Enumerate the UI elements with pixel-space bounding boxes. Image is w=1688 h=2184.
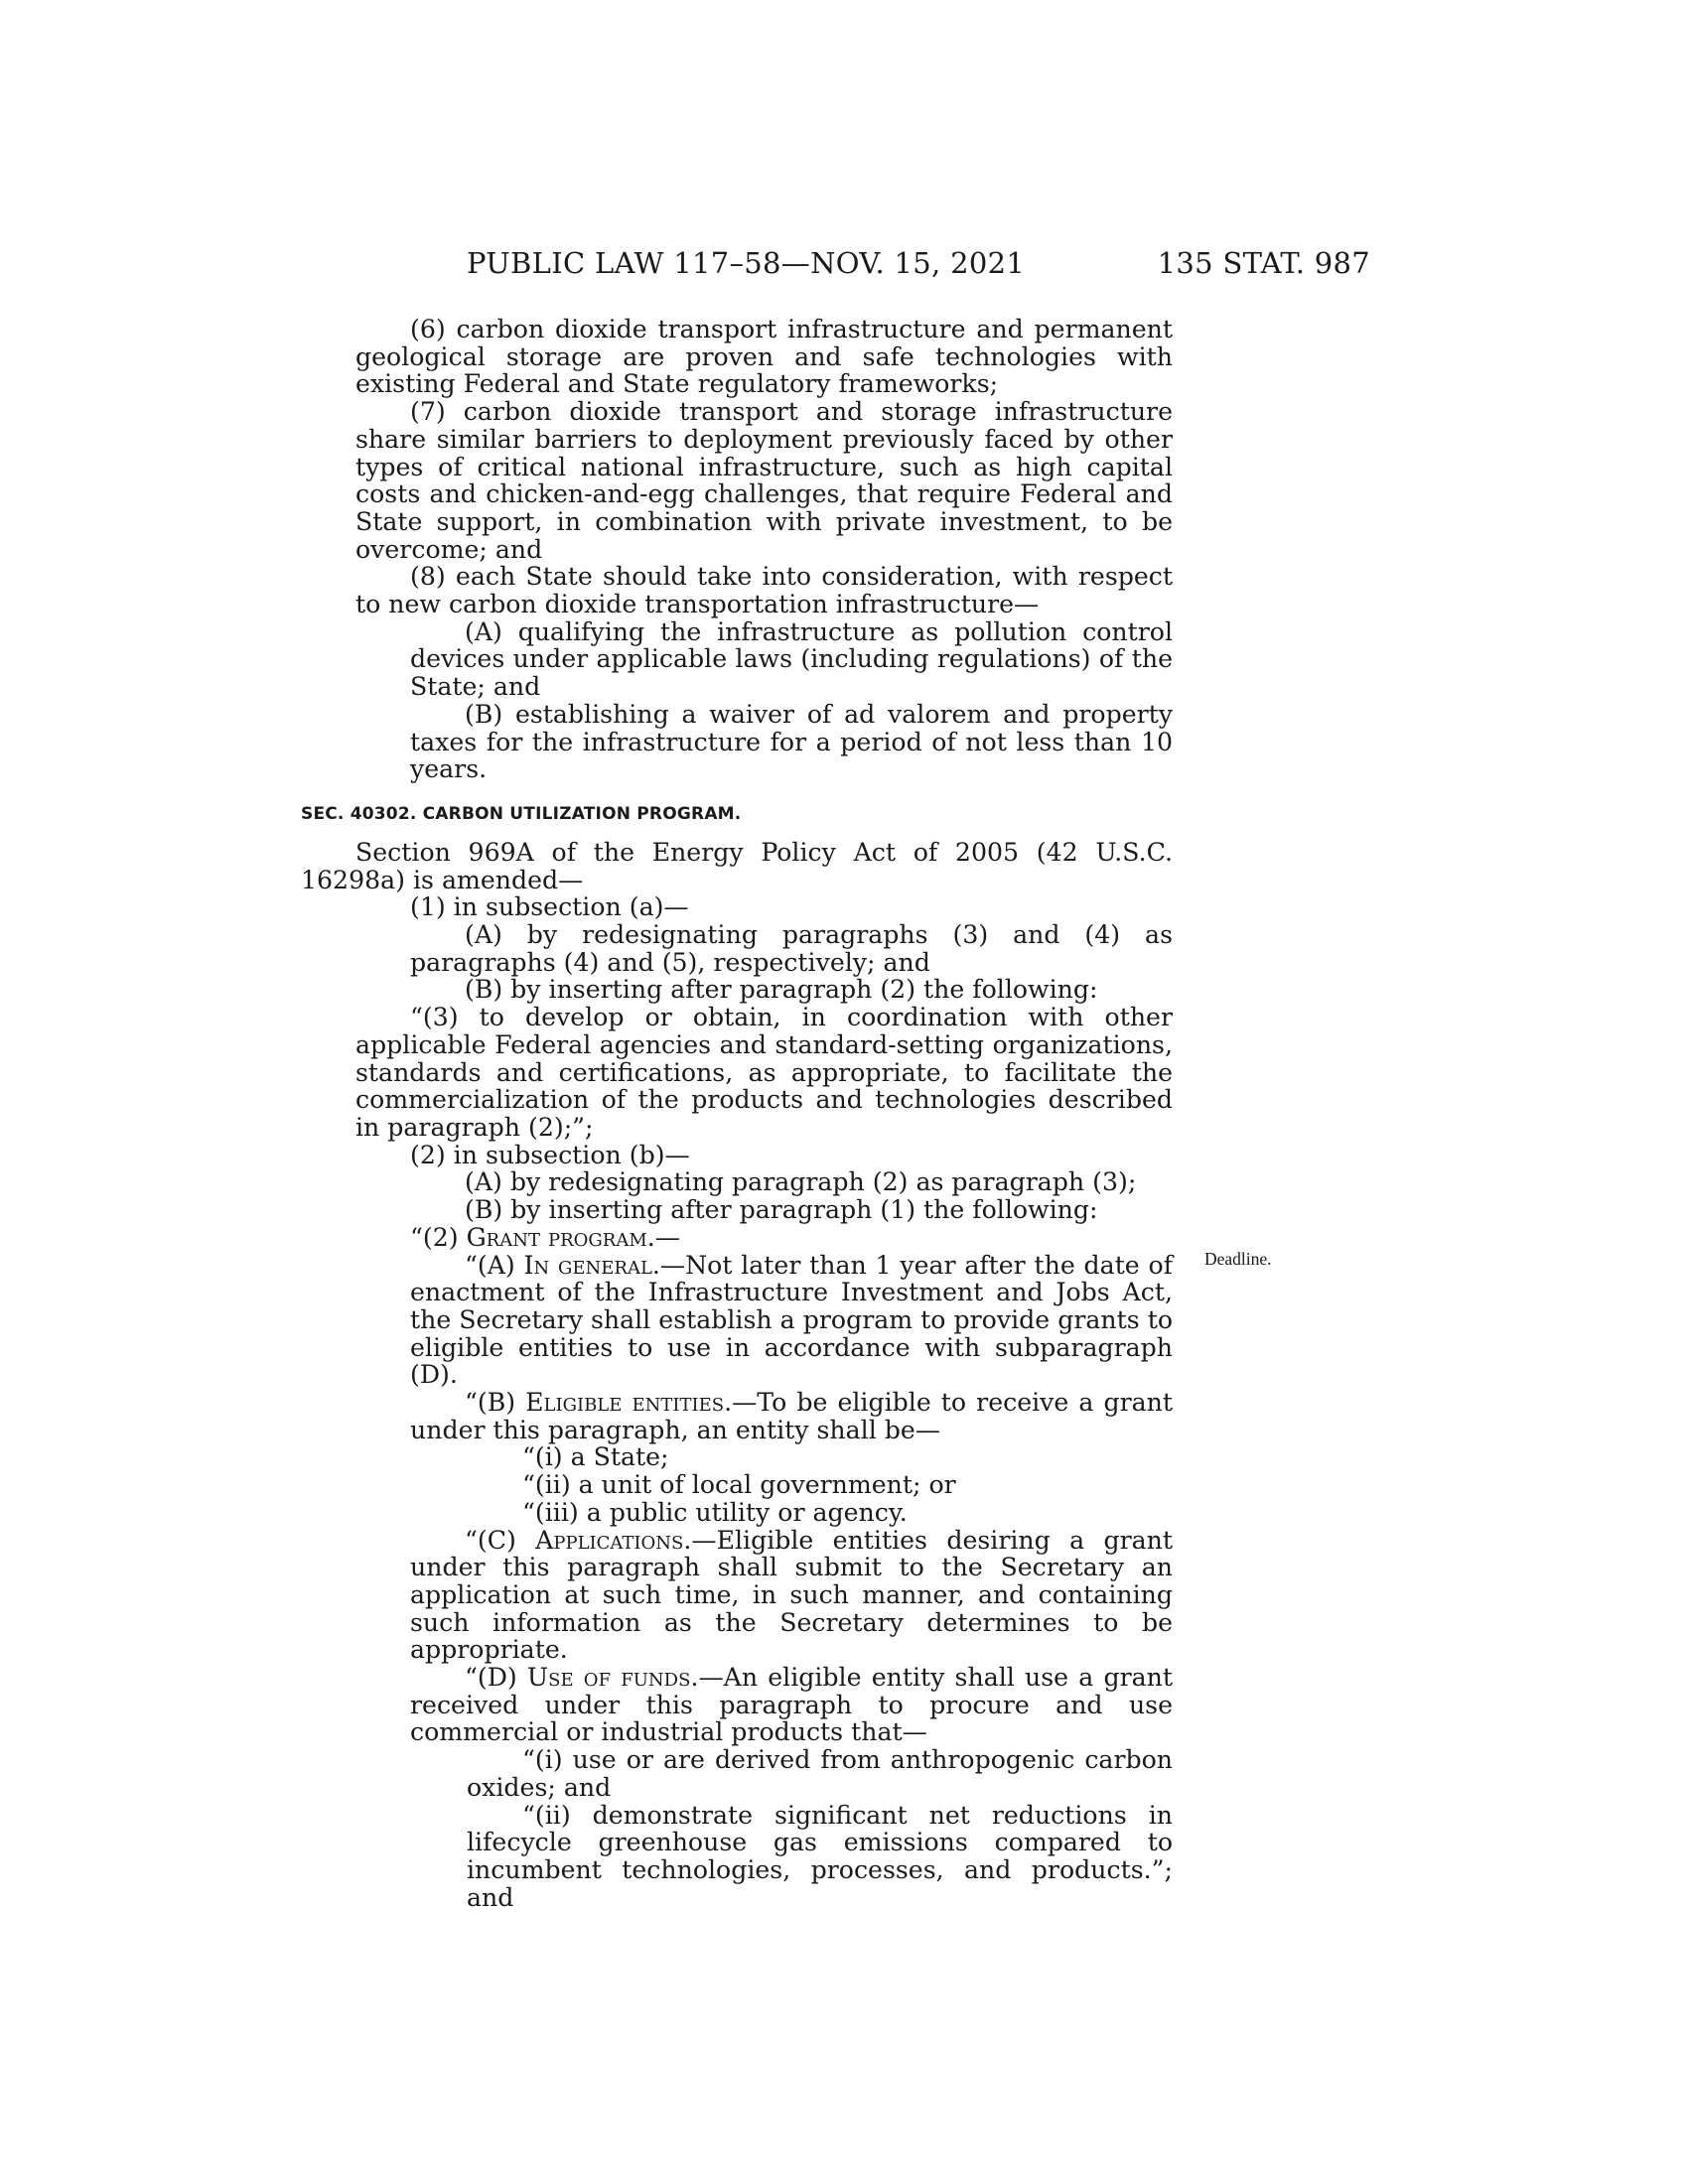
grant-subparagraph-b (355, 1389, 1173, 1443)
subparagraph-b-text: .—To be eligible to receive a grant under this paragraph, an entity shall be— (410, 1388, 1174, 1444)
paragraph-8: (8) each State should take into consideration, with respect to new carbon dioxide transportation infrastructure— (355, 562, 1173, 619)
subparagraph-d-heading: Use of funds (526, 1663, 691, 1693)
grant-subparagraph-a (355, 1252, 1173, 1390)
inserted-paragraph-3: “(3) to develop or obtain, in coordination with other applicable Federal agencies and standard-setting organizations, standards and certifications, as appropriate, to facilitate the commercialization of the products and technologies described in paragraph (2);”; (355, 1003, 1173, 1142)
subparagraph-a-text: .—Not later than 1 year after the date of enactment of the Infrastructure Investment and Jobs Act, the Secretary shall establish a program to provide grants to eligible entities to use in accordance with subparagraph (D). (410, 1250, 1173, 1390)
subparagraph-c-text: .—Eligible entities desiring a grant under this paragraph shall submit to the Secretary an application at such time, in such manner, and containing such information as the Secretary determines to be appropriate. (410, 1525, 1173, 1665)
running-header (467, 246, 1370, 286)
amendment-2-a: (A) by redesignating paragraph (2) as paragraph (3); (465, 1167, 1137, 1197)
clause-b-i: “(i) a State; (522, 1442, 669, 1472)
grant-subparagraph-c (355, 1527, 1173, 1665)
grant-program-dash: .— (646, 1222, 680, 1252)
amendment-1-a: (A) by redesignating paragraphs (3) and (4) as paragraphs (4) and (5), respectively; and (410, 920, 1173, 977)
subparagraph-a-number: “(A) (465, 1250, 524, 1280)
margin-note-deadline: Deadline. (1204, 1249, 1272, 1269)
clause-b-iii: “(iii) a public utility or agency. (522, 1497, 908, 1527)
page-header-title: PUBLIC LAW 117–58—NOV. 15, 2021 (467, 246, 1026, 280)
subparagraph-a-heading: In general (523, 1250, 652, 1280)
paragraph-7: (7) carbon dioxide transport and storage infrastructure share similar barriers to deployment previously faced by other types of critical national infrastructure, such as high capital costs and chicken-and-egg challenges, that require Federal and State support, in combination with private investment, to be overcome; and (355, 397, 1173, 564)
subparagraph-c-number: “(C) (465, 1525, 536, 1555)
grant-program-number: “(2) (410, 1222, 467, 1252)
subparagraph-b-number: “(B) (465, 1388, 526, 1418)
amendment-2-b: (B) by inserting after paragraph (1) the following: (465, 1195, 1098, 1225)
subparagraph-b-heading: Eligible entities (525, 1388, 725, 1418)
page-stat-number: 135 STAT. 987 (1157, 246, 1370, 280)
grant-subparagraph-d (355, 1664, 1173, 1746)
subparagraph-c-heading: Applications (535, 1525, 684, 1555)
grant-program-title: Grant program (466, 1222, 647, 1252)
amendment-2: (2) in subsection (b)— (410, 1140, 690, 1169)
amendment-1: (1) in subsection (a)— (410, 892, 689, 922)
amendment-1-b: (B) by inserting after paragraph (2) the following: (465, 975, 1098, 1005)
paragraph-8-b: (B) establishing a waiver of ad valorem and property taxes for the infrastructure for a period of not less than 10 years. (410, 699, 1173, 784)
grant-program-heading (355, 1224, 1173, 1252)
paragraph-6: (6) carbon dioxide transport infrastructure and permanent geological storage are proven and safe technologies with existing Federal and State regulatory frameworks; (355, 315, 1173, 399)
paragraph-8-a: (A) qualifying the infrastructure as pollution control devices under applicable laws (including regulations) of the State; and (410, 616, 1173, 702)
clause-d-i: “(i) use or are derived from anthropogenic carbon oxides; and (467, 1745, 1173, 1802)
page-body (301, 315, 1174, 1912)
section-heading: SEC. 40302. CARBON UTILIZATION PROGRAM. (301, 803, 742, 824)
clause-b-ii: “(ii) a unit of local government; or (522, 1470, 956, 1500)
section-intro: Section 969A of the Energy Policy Act of 2005 (42 U.S.C. 16298a) is amended— (301, 837, 1173, 894)
clause-d-ii: “(ii) demonstrate significant net reductions in lifecycle greenhouse gas emissions compared to incumbent technologies, processes, and products.”; and (467, 1800, 1173, 1912)
subparagraph-d-text: .—An eligible entity shall use a grant received under this paragraph to procure and use commercial or industrial products that— (410, 1663, 1174, 1747)
subparagraph-d-number: “(D) (465, 1663, 527, 1693)
